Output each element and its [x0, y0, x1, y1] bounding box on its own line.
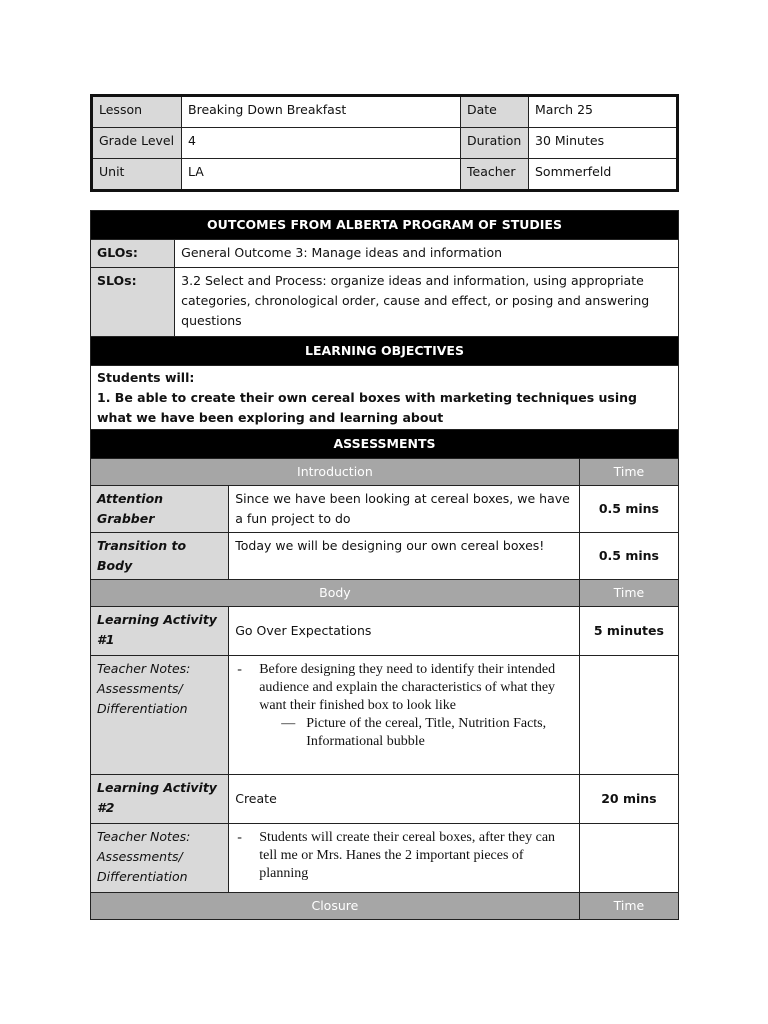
lesson-info-table: [90, 94, 679, 192]
notes2-text: Students will create their cereal boxes, after they can tell me or Mrs. Hanes the 2 important pieces of planning: [259, 830, 556, 881]
introduction-header: Introduction: [91, 459, 580, 486]
activity1-label: Learning Activity #1: [91, 607, 229, 656]
glo-label: GLOs:: [91, 240, 175, 268]
date-label: Date: [461, 96, 529, 128]
table-row: [91, 240, 679, 268]
table-row: [91, 486, 679, 533]
date-value: March 25: [529, 96, 678, 128]
attention-grabber-time: 0.5 mins: [579, 486, 678, 533]
list-item: [237, 661, 573, 715]
unit-label: Unit: [92, 159, 182, 191]
list-item: [237, 829, 573, 883]
activity1-time: 5 minutes: [579, 607, 678, 656]
list-item: [237, 715, 573, 751]
table-row: [91, 268, 679, 337]
table-row: [91, 366, 679, 430]
closure-header: Closure: [91, 893, 580, 920]
activity2-time: 20 mins: [579, 775, 678, 824]
objectives-header: LEARNING OBJECTIVES: [91, 337, 679, 366]
glo-value: General Outcome 3: Manage ideas and information: [175, 240, 679, 268]
unit-value: LA: [182, 159, 461, 191]
assessments-header: ASSESSMENTS: [91, 430, 679, 459]
activity2-label: Learning Activity #2: [91, 775, 229, 824]
transition-label: Transition to Body: [91, 533, 229, 580]
notes1-time: [579, 656, 678, 775]
time-header: Time: [579, 893, 678, 920]
grade-label: Grade Level: [92, 128, 182, 159]
objectives-intro: Students will:: [97, 370, 195, 385]
activity2-text: Create: [229, 775, 580, 824]
attention-grabber-text: Since we have been looking at cereal boxes, we have a fun project to do: [229, 486, 580, 533]
table-row: [92, 128, 678, 159]
transition-text: Today we will be designing our own cereal boxes!: [229, 533, 580, 580]
table-row: [91, 211, 679, 240]
body-header: Body: [91, 580, 580, 607]
outcomes-header: OUTCOMES FROM ALBERTA PROGRAM OF STUDIES: [91, 211, 679, 240]
notes1-sub-text: Picture of the cereal, Title, Nutrition Facts, Informational bubble: [306, 716, 547, 749]
time-header: Time: [579, 459, 678, 486]
notes2-cell: [229, 824, 580, 893]
slo-value: 3.2 Select and Process: organize ideas and information, using appropriate categories, chronological order, cause and effect, or posing and answering questions: [175, 268, 679, 337]
table-row: [91, 824, 679, 893]
notes1-text: Before designing they need to identify their intended audience and explain the characteristics of what they want their finished box to look like: [259, 662, 556, 713]
table-row: [91, 533, 679, 580]
table-row: [91, 580, 679, 607]
table-row: [92, 96, 678, 128]
table-row: [91, 775, 679, 824]
table-row: [91, 893, 679, 920]
duration-label: Duration: [461, 128, 529, 159]
table-row: [91, 459, 679, 486]
table-row: [91, 607, 679, 656]
lesson-label: Lesson: [92, 96, 182, 128]
dash-bullet: -: [237, 830, 242, 845]
teacher-value: Sommerfeld: [529, 159, 678, 191]
dash-bullet: —: [281, 716, 296, 731]
table-row: [92, 159, 678, 191]
activity1-text: Go Over Expectations: [229, 607, 580, 656]
objectives-cell: [91, 366, 679, 430]
notes1-label: Teacher Notes: Assessments/ Differentiation: [91, 656, 229, 775]
attention-grabber-label: Attention Grabber: [91, 486, 229, 533]
lesson-plan-table: [90, 210, 679, 920]
transition-time: 0.5 mins: [579, 533, 678, 580]
slo-label: SLOs:: [91, 268, 175, 337]
dash-bullet: -: [237, 662, 242, 677]
lesson-value: Breaking Down Breakfast: [182, 96, 461, 128]
notes2-label: Teacher Notes: Assessments/ Differentiation: [91, 824, 229, 893]
table-row: [91, 337, 679, 366]
table-row: [91, 430, 679, 459]
notes1-cell: [229, 656, 580, 775]
duration-value: 30 Minutes: [529, 128, 678, 159]
notes2-time: [579, 824, 678, 893]
objective-item: 1. Be able to create their own cereal boxes with marketing techniques using what we have been exploring and learning about: [97, 390, 637, 425]
grade-value: 4: [182, 128, 461, 159]
teacher-label: Teacher: [461, 159, 529, 191]
time-header: Time: [579, 580, 678, 607]
table-row: [91, 656, 679, 775]
